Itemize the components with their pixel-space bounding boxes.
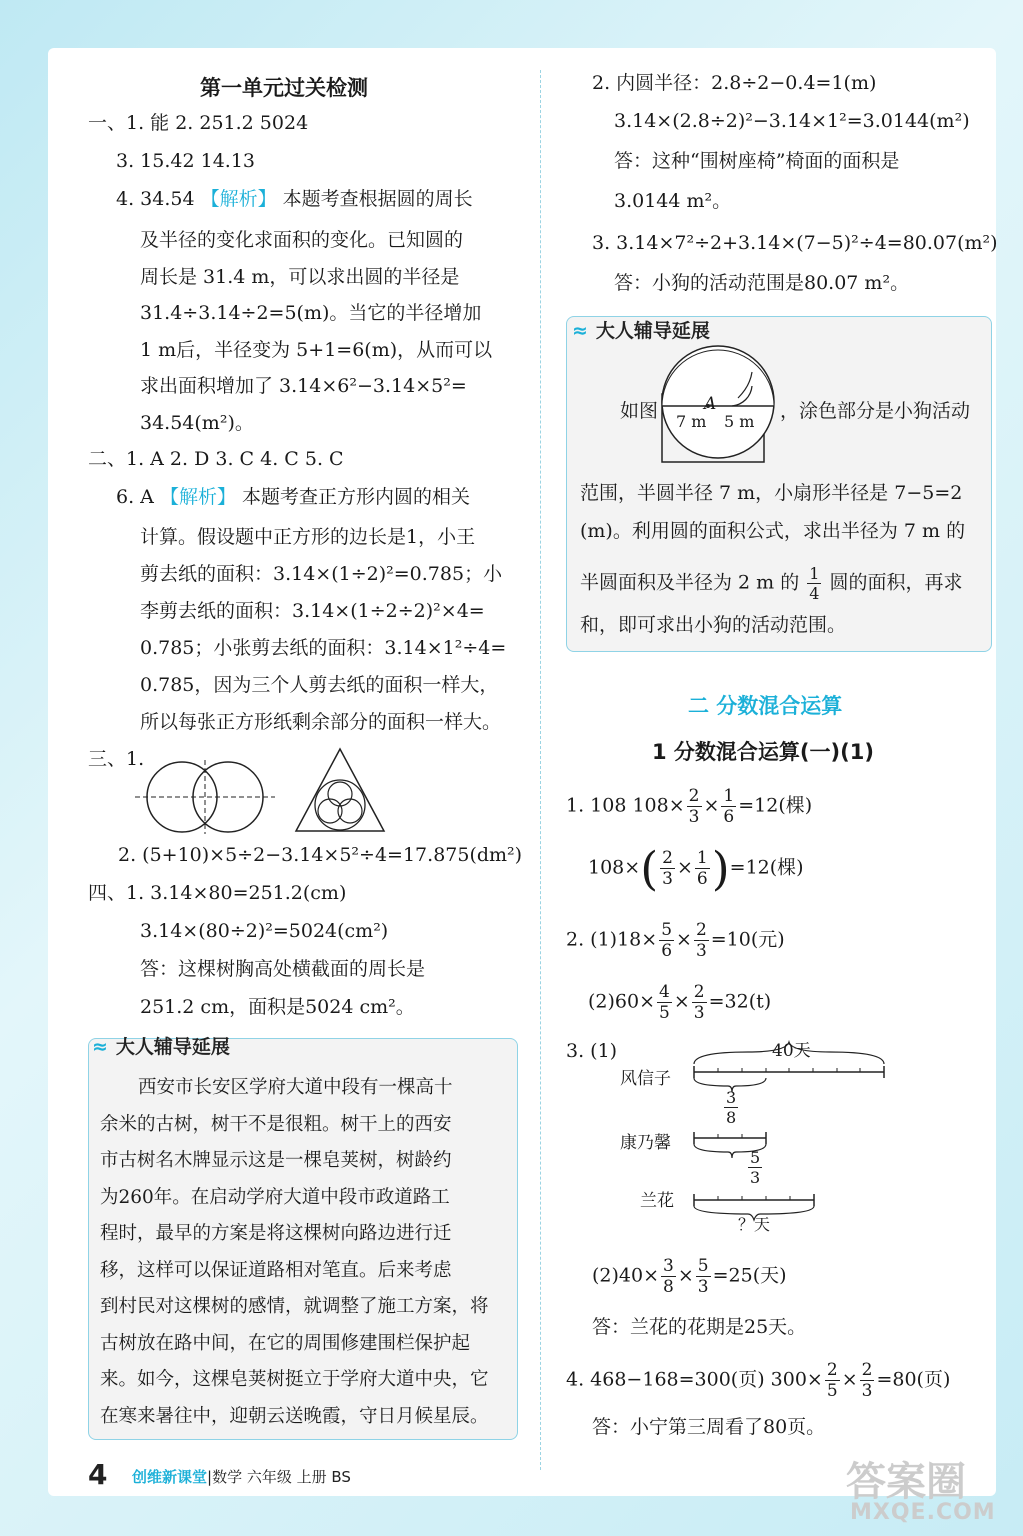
analysis-tag: 【解析】 bbox=[159, 486, 236, 508]
answer-line: 6. A 【解析】 本题考查正方形内圆的相关 bbox=[116, 486, 471, 508]
diagram-fraction-5-3: 5 3 bbox=[750, 1148, 761, 1187]
row-label-hyacinth: 风信子 bbox=[620, 1069, 671, 1089]
fraction bbox=[657, 982, 672, 1023]
box-line: 半圆面积及半径为 2 m 的 $\frac{1}{4}$ 圆的面积，再求 bbox=[580, 564, 963, 603]
answer-line: 4. 34.54 【解析】 本题考查根据圆的周长 bbox=[116, 188, 473, 210]
diagram-fraction-3-8: 3 8 bbox=[726, 1088, 737, 1127]
figure-prefix: 如图 bbox=[620, 400, 659, 422]
answer-line: 3. 3.14×7²÷2+3.14×(7−5)²÷4=80.07(m²) bbox=[592, 232, 998, 254]
column-divider bbox=[540, 70, 541, 1470]
denominator: 3 bbox=[695, 941, 707, 961]
numerator: 2 bbox=[695, 920, 707, 940]
numerator: 4 bbox=[659, 982, 670, 1002]
triangle-circles-figure bbox=[290, 745, 390, 837]
two-circles-figure bbox=[130, 758, 280, 836]
numerator: 2 bbox=[826, 1360, 838, 1380]
denominator: 6 bbox=[696, 869, 708, 889]
equation-line: 1. 108 108× $\frac{2}{3}$ × $\frac{1}{6}$ =12(棵) bbox=[566, 786, 813, 827]
answer-line: 答：小狗的活动范围是80.07 m²。 bbox=[614, 272, 910, 294]
answer-line: 答：这种“围树座椅”椅面的面积是 bbox=[614, 150, 900, 172]
fraction bbox=[860, 1360, 875, 1401]
equation-line: (2)60× $\frac{4}{5}$ × $\frac{2}{3}$ =32(t) bbox=[588, 982, 772, 1023]
denominator: 3 bbox=[662, 869, 673, 889]
watermark-logo: 答案圈 bbox=[846, 1459, 966, 1505]
answer-line: 2. (5+10)×5÷2−3.14×5²÷4=17.875(dm²) bbox=[118, 844, 523, 866]
denominator: 6 bbox=[661, 941, 673, 961]
answer-line: 3.14×(2.8÷2)²−3.14×1²=3.0144(m²) bbox=[614, 110, 970, 132]
box-line: (m)。利用圆的面积公式，求出半径为 7 m 的 bbox=[580, 520, 966, 542]
answer-line: 3.14×(80÷2)²=5024(cm²) bbox=[140, 920, 389, 942]
section-title: 第一单元过关检测 bbox=[200, 76, 368, 100]
equation-line: 2. (1)18× $\frac{5}{6}$ × $\frac{2}{3}$ =10(元) bbox=[566, 920, 785, 961]
numerator: 2 bbox=[693, 982, 705, 1002]
answer-line: 3. (1) bbox=[566, 1040, 618, 1062]
denominator: 3 bbox=[693, 1003, 705, 1023]
equation-line: 4. 468−168=300(页) 300× $\frac{2}{5}$ × $\frac{2}{3}$ =80(页) bbox=[566, 1360, 951, 1401]
analysis-tag: 【解析】 bbox=[200, 188, 277, 210]
lesson-title: 1 分数混合运算(一)(1) bbox=[652, 740, 874, 764]
flower-period-diagram bbox=[688, 1038, 898, 1238]
denominator: 3 bbox=[697, 1277, 709, 1297]
numerator: 2 bbox=[861, 1360, 873, 1380]
fraction bbox=[687, 786, 702, 827]
answer-line: 3. 15.42 14.13 bbox=[116, 150, 255, 172]
page-number: 4 bbox=[88, 1458, 108, 1491]
fraction bbox=[696, 1256, 711, 1297]
answer-line: 251.2 cm，面积是5024 cm²。 bbox=[140, 996, 415, 1018]
answer-line: 答：这棵树胸高处横截面的周长是 bbox=[140, 958, 426, 980]
analysis-paragraph: 计算。假设题中正方形的边长是1，小王 剪去纸的面积：3.14×(1÷2)²=0.785；小 李剪去纸的面积：3.14×(1÷2÷2)²×4= 0.785；小张剪去纸的面积：3.14×1²÷4= 0.785，因为三个人剪去纸的面积一样大， 所以每张正方形纸剩余部分的面积一样大。 bbox=[140, 526, 507, 733]
answer-line: 一、1. 能 2. 251.2 5024 bbox=[88, 112, 309, 134]
numerator: 1 bbox=[723, 786, 735, 806]
row-label-carnation: 康乃馨 bbox=[620, 1133, 671, 1153]
point-a-label: A bbox=[704, 394, 717, 414]
box-title: ≈ 大人辅导延展 bbox=[572, 320, 710, 342]
equation-line: 108×( $\frac{2}{3}$ × $\frac{1}{6}$ )=12(棵) bbox=[588, 841, 804, 896]
chapter-title: 二 分数混合运算 bbox=[688, 694, 843, 718]
fraction bbox=[695, 848, 710, 889]
wave-icon: ≈ bbox=[572, 320, 588, 342]
length-7m-label: 7 m bbox=[676, 412, 707, 431]
numerator: 5 bbox=[697, 1256, 709, 1276]
box-line: 和，即可求出小狗的活动范围。 bbox=[580, 614, 847, 636]
equation-line: (2)40× $\frac{3}{8}$ × $\frac{5}{3}$ =25(天) bbox=[592, 1256, 787, 1297]
numerator: 3 bbox=[663, 1256, 674, 1276]
brand-name: 创维新课堂 bbox=[132, 1468, 208, 1486]
denominator: 3 bbox=[688, 807, 700, 827]
row-label-orchid: 兰花 bbox=[640, 1191, 674, 1211]
answer-line: 答：兰花的花期是25天。 bbox=[592, 1316, 807, 1338]
answer-line: 三、1. bbox=[88, 748, 145, 770]
fraction bbox=[694, 920, 709, 961]
fraction: $\frac{1}{4}$ bbox=[809, 564, 820, 603]
numerator: 1 bbox=[696, 848, 708, 868]
fraction bbox=[661, 1256, 676, 1297]
box-paragraph: 西安市长安区学府大道中段有一棵高十 余米的古树，树干不是很粗。树干上的西安 市古树名木牌显示这是一棵皂荚树，树龄约 为260年。在启动学府大道中段市政道路工 程时，最早的方案是将这棵树向路边进行迁 移，这样可以保证道路相对笔直。后来考虑 到村民对这棵树的感情，就调整了施工方案，将 古树放在路中间，在它的周围修建围栏保护起 来。如今，这棵皂荚树挺立于学府大道中央，它 在寒来暑往中，迎朝云送晚霞，守日月候星辰。 bbox=[100, 1077, 489, 1427]
fraction bbox=[660, 848, 675, 889]
numerator: 5 bbox=[661, 920, 673, 940]
unknown-days-label: ？天 bbox=[738, 1215, 771, 1234]
answer-line: 二、1. A 2. D 3. C 4. C 5. C bbox=[88, 448, 344, 470]
fraction bbox=[721, 786, 736, 827]
denominator: 8 bbox=[663, 1277, 674, 1297]
fraction bbox=[659, 920, 674, 961]
box-title: ≈ 大人辅导延展 bbox=[92, 1036, 230, 1058]
fraction bbox=[692, 982, 707, 1023]
answer-line: 3.0144 m²。 bbox=[614, 190, 732, 212]
footer-info: 创维新课堂|数学 六年级 上册 BS bbox=[132, 1468, 351, 1486]
answer-line: 2. 内圆半径：2.8÷2−0.4=1(m) bbox=[592, 72, 877, 94]
denominator: 5 bbox=[659, 1003, 670, 1023]
figure-suffix: ，涂色部分是小狗活动 bbox=[780, 400, 971, 422]
dog-range-figure bbox=[660, 342, 776, 466]
answer-line: 答：小宁第三周看了80页。 bbox=[592, 1416, 826, 1438]
watermark-url: MXQE.COM bbox=[850, 1500, 996, 1525]
fraction bbox=[825, 1360, 840, 1401]
denominator: 6 bbox=[723, 807, 735, 827]
length-5m-label: 5 m bbox=[724, 412, 755, 431]
denominator: 5 bbox=[826, 1381, 838, 1401]
wave-icon: ≈ bbox=[92, 1036, 108, 1058]
box-line: 范围，半圆半径 7 m，小扇形半径是 7−5=2 bbox=[580, 482, 963, 504]
numerator: 2 bbox=[688, 786, 700, 806]
analysis-paragraph: 及半径的变化求面积的变化。已知圆的 周长是 31.4 m，可以求出圆的半径是 31.4÷3.14÷2=5(m)。当它的半径增加 1 m后，半径变为 5+1=6(m)，从而可以 求出面积增加了 3.14×6²−3.14×5²= 34.54(m²)。 bbox=[140, 229, 493, 434]
denominator: 3 bbox=[861, 1381, 873, 1401]
answer-line: 四、1. 3.14×80=251.2(cm) bbox=[88, 882, 347, 904]
numerator: 2 bbox=[662, 848, 673, 868]
total-days-label: 40天 bbox=[772, 1041, 811, 1061]
